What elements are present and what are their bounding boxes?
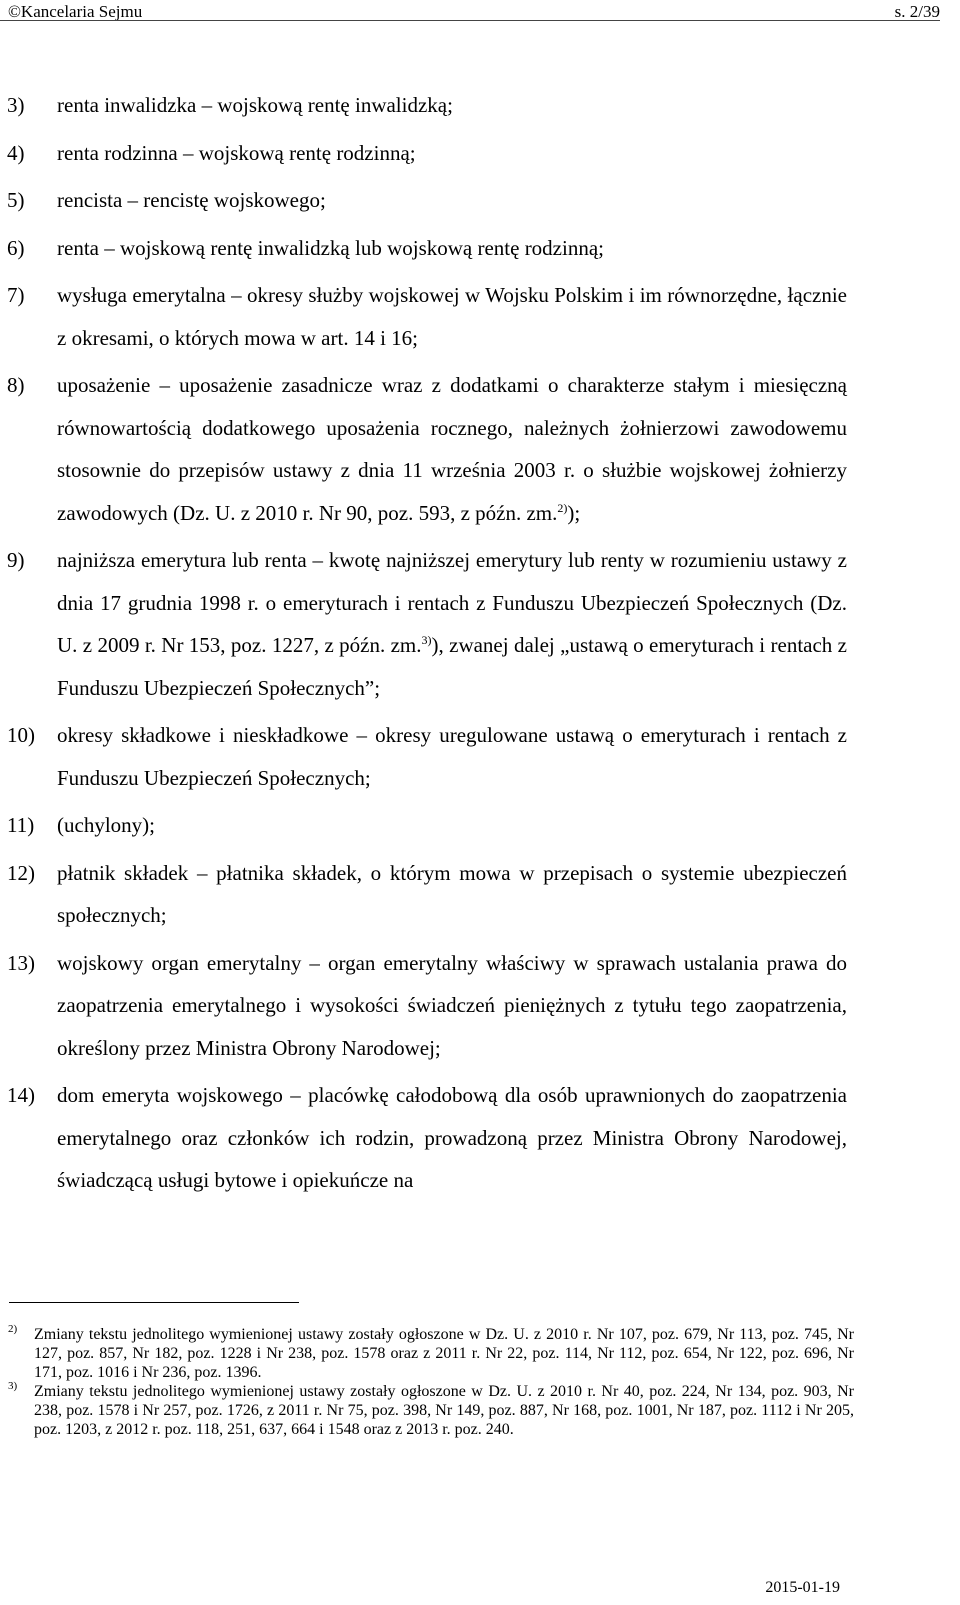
list-item-12	[0, 852, 847, 937]
header-page-number: s. 2/39	[894, 2, 940, 21]
item-number: 5)	[7, 188, 25, 212]
item-text: renta – wojskową rentę inwalidzką lub wojskową rentę rodzinną;	[57, 235, 604, 260]
definitions-list	[0, 84, 960, 1207]
item-number: 8)	[7, 373, 25, 397]
item-text: renta rodzinna – wojskową rentę rodzinną;	[57, 140, 416, 165]
item-number: 7)	[7, 283, 25, 307]
item-text-part: );	[567, 500, 581, 525]
header-source: ©Kancelaria Sejmu	[8, 2, 143, 21]
list-item-8	[0, 364, 847, 534]
list-item-4	[0, 132, 847, 175]
item-text-part: najniższa emerytura lub renta – kwotę najniższej emerytury lub renty w rozumieniu ustawy z dnia 17 grudnia 1998 r. o emeryturach i rentach z Funduszu Ubezpieczeń Społecznych (Dz. U. z 2009 r. Nr 153, poz. 1227, z późn. zm.	[57, 548, 847, 657]
footnote-2	[0, 1325, 854, 1382]
footnote-number: 3)	[8, 1380, 18, 1392]
item-text: płatnik składek – płatnika składek, o którym mowa w przepisach o systemie ubezpieczeń społecznych;	[57, 860, 847, 927]
footnote-text: Zmiany tekstu jednolitego wymienionej ustawy zostały ogłoszone w Dz. U. z 2010 r. Nr 40, poz. 224, Nr 134, poz. 903, Nr 238, poz. 1578 i Nr 257, poz. 1726, z 2011 r. Nr 75, poz. 398, Nr 149, poz. 887, Nr 168, poz. 1001, Nr 187, poz. 1112 i Nr 205, poz. 1203, z 2012 r. poz. 118, 251, 637, 664 i 1548 oraz z 2013 r. poz. 240.	[34, 1383, 854, 1438]
item-text-part: uposażenie – uposażenie zasadnicze wraz z dodatkami o charakterze stałym i miesięczną równowartością dodatkowego uposażenia rocznego, należnych żołnierzowi zawodowemu stosownie do przepisów ustawy z dnia 11 września 2003 r. o służbie wojskowej żołnierzy zawodowych (Dz. U. z 2010 r. Nr 90, poz. 593, z późn. zm.	[57, 373, 847, 525]
item-number: 3)	[7, 93, 25, 117]
footnote-text: Zmiany tekstu jednolitego wymienionej ustawy zostały ogłoszone w Dz. U. z 2010 r. Nr 107, poz. 679, Nr 113, poz. 745, Nr 127, poz. 857, Nr 182, poz. 1228 i Nr 238, poz. 1578 oraz z 2011 r. Nr 22, poz. 114, Nr 112, poz. 654, Nr 122, poz. 696, Nr 171, poz. 1016 i Nr 236, poz. 1396.	[34, 1326, 854, 1381]
footnote-ref-3: 3)	[421, 633, 432, 647]
list-item-9	[0, 539, 847, 709]
item-text	[57, 539, 847, 709]
item-text-part: ), zwanej dalej „ustawą o emeryturach i rentach z Funduszu Ubezpieczeń Społecznych”;	[57, 633, 847, 700]
item-text: renta inwalidzka – wojskową rentę inwalidzką;	[57, 93, 453, 117]
footnote-divider	[9, 1302, 299, 1303]
list-item-11	[0, 804, 847, 847]
item-number: 6)	[7, 235, 25, 260]
item-text: okresy składkowe i nieskładkowe – okresy uregulowane ustawą o emeryturach i rentach z Funduszu Ubezpieczeń Społecznych;	[57, 723, 847, 790]
footnote-ref-2: 2)	[557, 500, 568, 515]
item-number: 10)	[7, 723, 35, 747]
list-item-13	[0, 942, 847, 1070]
footnote-3	[0, 1382, 854, 1439]
item-number: 4)	[7, 140, 25, 165]
list-item-5	[0, 179, 847, 222]
item-text: (uchylony);	[57, 813, 155, 837]
item-text	[57, 364, 847, 534]
list-item-7	[0, 274, 847, 359]
list-item-10	[0, 714, 847, 799]
item-number: 11)	[7, 813, 35, 837]
item-text: wysługa emerytalna – okresy służby wojskowej w Wojsku Polskim i im równorzędne, łącznie z okresami, o których mowa w art. 14 i 16;	[57, 283, 847, 350]
item-text: rencista – rencistę wojskowego;	[57, 188, 326, 212]
footnote-number: 2)	[8, 1323, 18, 1335]
item-number: 13)	[7, 950, 35, 975]
item-number: 12)	[7, 860, 35, 885]
list-item-3	[0, 84, 847, 127]
footer-date: 2015-01-19	[765, 1579, 840, 1596]
item-text: wojskowy organ emerytalny – organ emerytalny właściwy w sprawach ustalania prawa do zaopatrzenia emerytalnego i wysokości świadczeń pieniężnych z tytułu tego zaopatrzenia, określony przez Ministra Obrony Narodowej;	[57, 950, 847, 1060]
list-item-6	[0, 227, 847, 270]
list-item-14	[0, 1074, 847, 1202]
item-text: dom emeryta wojskowego – placówkę całodobową dla osób uprawnionych do zaopatrzenia emerytalnego oraz członków ich rodzin, prowadzoną przez Ministra Obrony Narodowej, świadczącą usługi bytowe i opiekuńcze na	[57, 1083, 847, 1192]
item-number: 14)	[7, 1083, 35, 1107]
header-divider	[0, 20, 940, 21]
item-number: 9)	[7, 548, 25, 572]
footnotes	[0, 1325, 960, 1439]
